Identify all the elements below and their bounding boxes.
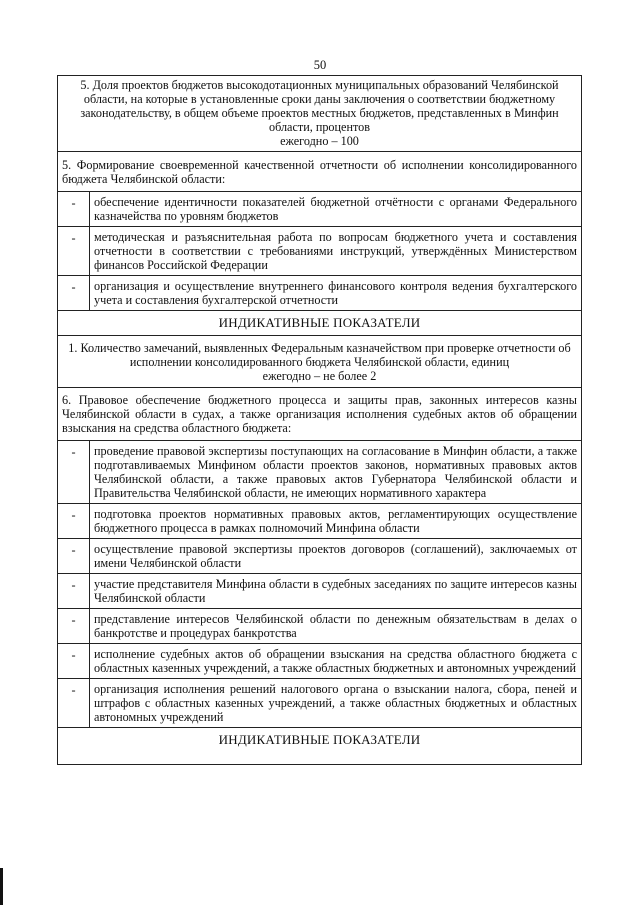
task-text: подготовка проектов нормативных правовых актов, регламентирующих осуществление бюджетного процесса в рамках полномочий Минфина области xyxy=(90,504,582,539)
task-row xyxy=(58,504,582,539)
task-dash: - xyxy=(58,504,90,539)
task-row xyxy=(58,441,582,504)
task-text: организация исполнения решений налогового органа о взыскании налога, сбора, пеней и штрафов с областных казенных учреждений, а также областных бюджетных и областных автономных учреждений xyxy=(90,679,582,728)
task-dash: - xyxy=(58,679,90,728)
task-dash: - xyxy=(58,441,90,504)
indicators-heading: ИНДИКАТИВНЫЕ ПОКАЗАТЕЛИ xyxy=(58,311,582,336)
section-title-row xyxy=(58,388,582,441)
indicator-value: ежегодно – 100 xyxy=(280,134,359,148)
task-row xyxy=(58,227,582,276)
task-text: проведение правовой экспертизы поступающих на согласование в Минфин области, а также подготавливаемых Минфином области проектов законов, нормативных правовых актов Челябинской области, а также правовых актов Губернатора Челябинской области и Правительства Челябинской области, не имеющих нормативного характера xyxy=(90,441,582,504)
task-row xyxy=(58,192,582,227)
task-text: организация и осуществление внутреннего финансового контроля ведения бухгалтерского учета и составления бухгалтерской отчетности xyxy=(90,276,582,311)
section-title-row xyxy=(58,152,582,192)
task-row xyxy=(58,679,582,728)
task-text: участие представителя Минфина области в судебных заседаниях по защите интересов казны Челябинской области xyxy=(90,574,582,609)
task-text: методическая и разъяснительная работа по вопросам бюджетного учета и составления отчетности в соответствии с требованиями инструкций, утверждённых Министерством финансов Российской Федерации xyxy=(90,227,582,276)
task-text: обеспечение идентичности показателей бюджетной отчётности с органами Федерального казначейства по уровням бюджетов xyxy=(90,192,582,227)
indicator-text: 1. Количество замечаний, выявленных Федеральным казначейством при проверке отчетности об исполнении консолидированного бюджета Челябинской области, единиц xyxy=(68,341,571,369)
task-dash: - xyxy=(58,609,90,644)
program-table xyxy=(57,75,582,765)
indicators-heading-row xyxy=(58,728,582,765)
task-row xyxy=(58,609,582,644)
task-dash: - xyxy=(58,276,90,311)
page-number: 50 xyxy=(313,58,327,72)
task-row xyxy=(58,574,582,609)
task-row xyxy=(58,276,582,311)
task-dash: - xyxy=(58,227,90,276)
scan-edge-mark xyxy=(0,868,3,905)
task-text: осуществление правовой экспертизы проектов договоров (соглашений), заключаемых от имени Челябинской области xyxy=(90,539,582,574)
task-dash: - xyxy=(58,574,90,609)
indicator-row-top xyxy=(58,76,582,152)
indicator-text: 5. Доля проектов бюджетов высокодотационных муниципальных образований Челябинской области, на которые в установленные сроки даны заключения о соответствии бюджетному законодательству, в общем объеме проектов местных бюджетов, представленных в Минфин области, процентов xyxy=(80,78,559,134)
indicators-heading: ИНДИКАТИВНЫЕ ПОКАЗАТЕЛИ xyxy=(58,728,582,765)
task-text: исполнение судебных актов об обращении взыскания на средства областного бюджета с областных казенных учреждений, а также областных бюджетных и автономных учреждений xyxy=(90,644,582,679)
task-text: представление интересов Челябинской области по денежным обязательствам в делах о банкротстве и процедурах банкротства xyxy=(90,609,582,644)
task-row xyxy=(58,539,582,574)
task-dash: - xyxy=(58,644,90,679)
task-dash: - xyxy=(58,192,90,227)
task-dash: - xyxy=(58,539,90,574)
task-row xyxy=(58,644,582,679)
section-5-title: 5. Формирование своевременной качественной отчетности об исполнении консолидированного бюджета Челябинской области: xyxy=(58,152,582,192)
indicator-row xyxy=(58,336,582,388)
indicators-heading-row xyxy=(58,311,582,336)
indicator-value: ежегодно – не более 2 xyxy=(262,369,377,383)
section-6-title: 6. Правовое обеспечение бюджетного процесса и защиты прав, законных интересов казны Челябинской области в судах, а также организация исполнения судебных актов об обращении взыскания на средства областного бюджета: xyxy=(58,388,582,441)
